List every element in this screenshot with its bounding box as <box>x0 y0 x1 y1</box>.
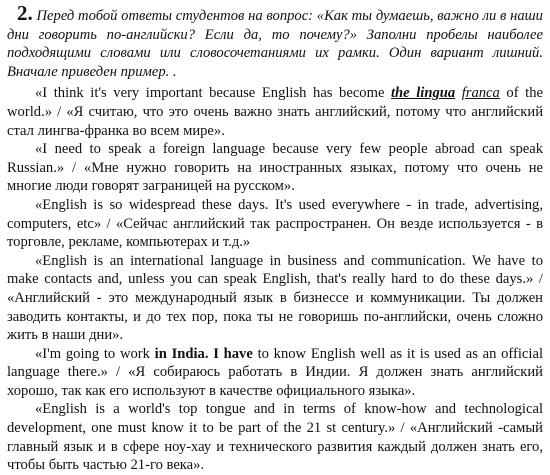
filled-blank: in India. I have <box>154 345 253 362</box>
answer-text: «I think it's very important because English has become <box>35 85 391 102</box>
answer-paragraph: «I need to speak a foreign language because very few people abroad can speak Russian.» / «Мне нужно говорить на иностранных языках, потому что очень не многие люди говорят заграницей на русском». <box>7 141 543 195</box>
answer-text: of the world.» / «Я считаю, что это очень важно знать английский, потому что английский стал лингва-франка во всем мире». <box>7 85 543 139</box>
answer-paragraph: «English is a world's top tongue and in terms of know-how and technological development, one must know it to be part of the 21 st century.» / «Английский -самый главный язык и в сфере ноу-хау и технического развития каждый должен знать его, чтобы быть частью 21-го века». <box>7 401 543 474</box>
answer-paragraph <box>7 84 543 140</box>
filled-blank: the lingua <box>391 85 456 102</box>
task-number: 2. <box>17 1 33 25</box>
task-instruction-text: Перед тобой ответы студентов на вопрос: «Как ты думаешь, важно ли в наши дни говорить по-английски? Если да, то почему?» Заполни пробелы наиболее подходящими словами или словосочетаниями их рамки. Один вариант лишний. Вначале приведен пример. . <box>7 8 543 80</box>
answer-paragraph <box>7 345 543 401</box>
answer-paragraph: «English is an international language in business and communication. We have to make contacts and, unless you can speak English, that's really hard to do these days.» / «Английский - это международный язык в бизнессе и коммуникации. Ты должен заводить контакты, и до тех пор, пока ты не говоришь по-английски, очень сложно жить в наши дни». <box>7 252 543 344</box>
task-instruction <box>7 1 543 81</box>
answer-text: to know English well as it is used as an official language there.» / «Я собираюсь работать в Индии. Я должен знать английский хорошо, так как его используют в качестве официального языка». <box>7 345 543 399</box>
answer-space <box>455 85 462 101</box>
answer-paragraph: «English is so widespread these days. It's used everywhere - in trade, advertising, computers, etc» / «Сейчас английский так распространен. Он везде используется - в торговле, рекламе, компьютерах и т.д.» <box>7 196 543 251</box>
answer-text: «I'm going to work <box>35 345 155 362</box>
filled-blank-word: franca <box>461 85 500 102</box>
